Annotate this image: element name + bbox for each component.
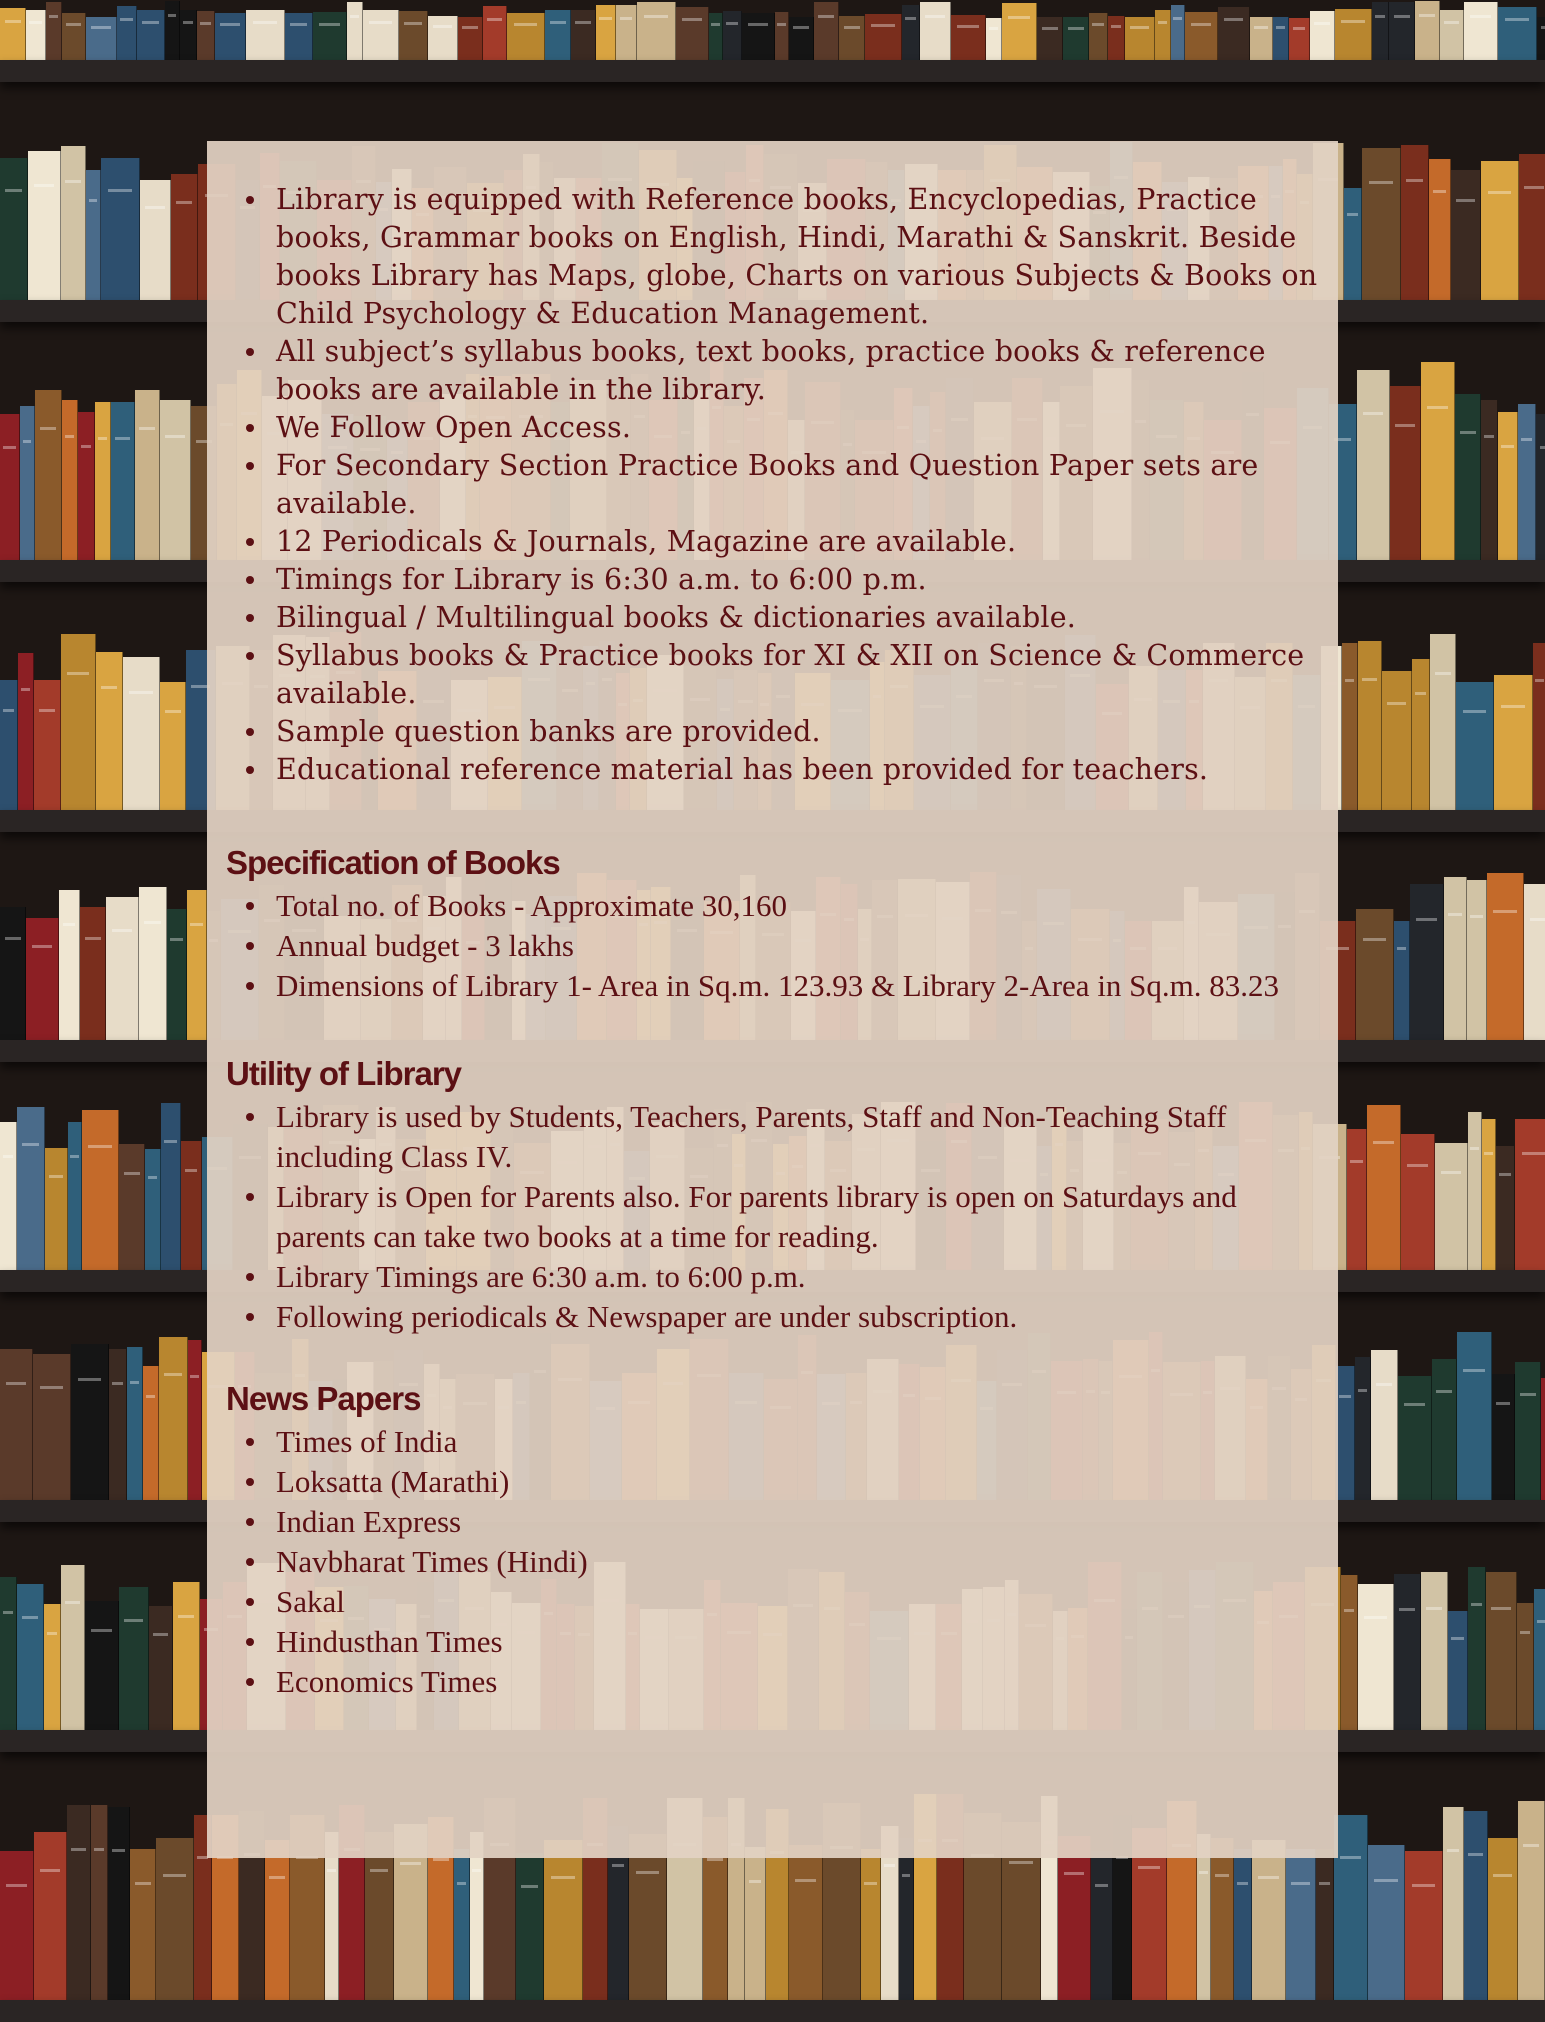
news-papers-list: [226, 1422, 1328, 1702]
book-spine: [1356, 909, 1394, 1040]
book-spine: [1430, 634, 1456, 810]
book-spine: [1394, 1574, 1421, 1730]
book-spine: [986, 18, 1002, 60]
news-papers-heading: News Papers: [226, 1380, 421, 1417]
book-spine: [1429, 159, 1451, 300]
book-spine: [1401, 145, 1429, 300]
book-spine: [1394, 921, 1410, 1040]
book-spine: [44, 1604, 61, 1730]
book-spine: [0, 1122, 17, 1270]
book-spine: [17, 1584, 44, 1730]
book-spine: [1358, 641, 1382, 810]
book-spine: [458, 17, 483, 60]
book-spine: [26, 918, 59, 1040]
book-spine: [1358, 1584, 1394, 1730]
book-spine: [137, 10, 165, 60]
book-spine: [71, 1344, 109, 1500]
book-row: [0, 0, 1545, 60]
book-spine: [111, 402, 135, 560]
book-spine: [399, 11, 428, 60]
list-item: Indian Express: [276, 1502, 1328, 1542]
list-item: We Follow Open Access.: [276, 409, 1328, 447]
book-spine: [1401, 1134, 1435, 1270]
book-spine: [1451, 170, 1481, 300]
book-spine: [1108, 16, 1125, 60]
book-spine: [775, 12, 789, 60]
book-spine: [0, 680, 18, 810]
list-item: Sample question banks are provided.: [276, 713, 1328, 751]
book-spine: [180, 10, 197, 60]
book-spine: [96, 652, 123, 810]
book-spine: [313, 12, 347, 60]
book-spine: [0, 1577, 17, 1730]
list-item: Hindusthan Times: [276, 1622, 1328, 1662]
list-item: All subject’s syllabus books, text books, practice books & reference books are available in the library.: [276, 333, 1328, 409]
book-spine: [596, 5, 616, 60]
book-spine: [123, 657, 160, 810]
book-spine: [1310, 11, 1335, 60]
list-item: For Secondary Section Practice Books and Question Paper sets are available.: [276, 447, 1328, 523]
book-spine: [80, 907, 106, 1040]
book-spine: [117, 6, 137, 60]
book-spine: [1390, 386, 1421, 560]
book-spine: [363, 10, 399, 60]
book-spine: [149, 1606, 173, 1730]
book-spine: [545, 10, 571, 60]
book-spine: [861, 1849, 881, 2000]
book-spine: [1234, 1849, 1252, 2000]
book-spine: [1533, 643, 1545, 810]
book-spine: [61, 1565, 85, 1730]
book-spine: [789, 1845, 823, 2000]
shelf-plank: [0, 60, 1545, 82]
book-spine: [1372, 2, 1389, 60]
book-spine: [1537, 17, 1545, 60]
book-spine: [28, 151, 61, 300]
book-spine: [26, 10, 46, 60]
book-spine: [1398, 1376, 1432, 1500]
book-spine: [173, 1582, 200, 1730]
book-spine: [1481, 161, 1519, 300]
book-spine: [156, 1838, 194, 2000]
list-item: Dimensions of Library 1- Area in Sq.m. 123.93 & Library 2-Area in Sq.m. 83.23: [276, 966, 1328, 1006]
book-spine: [1457, 1332, 1492, 1500]
book-spine: [61, 634, 96, 810]
book-spine: [18, 653, 34, 810]
book-spine: [119, 1144, 145, 1270]
book-spine: [1464, 1811, 1488, 2000]
book-spine: [1367, 1105, 1401, 1270]
book-spine: [34, 680, 61, 810]
list-item: Timings for Library is 6:30 a.m. to 6:00 p.m.: [276, 561, 1328, 599]
book-spine: [159, 1337, 188, 1500]
book-spine: [1519, 154, 1545, 300]
book-spine: [188, 1340, 202, 1500]
book-spine: [95, 402, 111, 560]
book-spine: [1456, 682, 1494, 810]
book-spine: [637, 2, 676, 60]
book-spine: [1468, 1567, 1486, 1730]
book-spine: [171, 174, 198, 300]
book-spine: [1435, 1143, 1468, 1271]
book-spine: [629, 1834, 667, 2000]
book-spine: [1218, 7, 1250, 60]
book-spine: [82, 1110, 119, 1270]
book-spine: [1155, 10, 1171, 60]
book-spine: [1357, 370, 1390, 560]
book-spine: [1341, 1575, 1358, 1730]
list-item: 12 Periodicals & Journals, Magazine are available.: [276, 523, 1328, 561]
list-item: Annual budget - 3 lakhs: [276, 926, 1328, 966]
book-spine: [1524, 884, 1545, 1040]
book-spine: [789, 17, 814, 60]
book-spine: [101, 158, 140, 300]
book-spine: [1518, 404, 1536, 560]
book-spine: [454, 1849, 470, 2000]
book-spine: [347, 2, 363, 60]
book-spine: [1368, 1845, 1405, 2000]
book-spine: [571, 10, 596, 60]
book-spine: [45, 1148, 68, 1270]
list-item: Sakal: [276, 1582, 1328, 1622]
book-spine: [1492, 1374, 1515, 1500]
book-spine: [1089, 13, 1108, 60]
book-spine: [106, 897, 139, 1040]
book-spine: [1250, 17, 1273, 60]
book-spine: [127, 1347, 143, 1500]
book-spine: [35, 390, 62, 560]
book-spine: [0, 8, 26, 60]
book-spine: [265, 1840, 290, 2000]
book-spine: [745, 1847, 766, 2000]
book-spine: [676, 7, 709, 60]
list-item: Library is equipped with Reference books, Encyclopedias, Practice books, Grammar books on English, Hindi, Marathi & Sanskrit. Beside books Library has Maps, globe, Charts on various Subjects & Books on Child Psychology & Education Management.: [276, 181, 1328, 333]
book-spine: [1091, 1851, 1113, 2000]
list-item: Loksatta (Marathi): [276, 1462, 1328, 1502]
book-spine: [0, 1349, 33, 1500]
book-spine: [1334, 1815, 1368, 2000]
book-spine: [17, 1107, 45, 1270]
book-spine: [0, 158, 28, 300]
book-spine: [1342, 643, 1358, 810]
book-spine: [1371, 1350, 1398, 1500]
book-spine: [839, 16, 865, 60]
book-spine: [62, 400, 78, 560]
book-spine: [0, 414, 20, 560]
book-spine: [1211, 1838, 1234, 2000]
book-spine: [108, 1807, 130, 2000]
book-spine: [86, 17, 117, 60]
book-spine: [1252, 1840, 1286, 2000]
book-spine: [1355, 1357, 1371, 1500]
book-spine: [1517, 1603, 1534, 1731]
list-item: Economics Times: [276, 1662, 1328, 1702]
book-spine: [1541, 1378, 1545, 1500]
specification-heading: Specification of Books: [226, 844, 560, 881]
book-spine: [33, 1354, 71, 1500]
book-spine: [951, 15, 986, 60]
list-item: Library is used by Students, Teachers, Parents, Staff and Non-Teaching Staff including Class IV.: [276, 1097, 1328, 1177]
book-spine: [1488, 1838, 1518, 2000]
book-spine: [1443, 1807, 1464, 2000]
book-spine: [814, 2, 839, 60]
book-spine: [1518, 1801, 1545, 2001]
list-item: Bilingual / Multilingual books & dictionaries available.: [276, 599, 1328, 637]
book-spine: [1464, 2, 1498, 60]
book-spine: [187, 890, 207, 1040]
book-spine: [143, 1366, 159, 1500]
book-spine: [1273, 17, 1289, 60]
book-spine: [1335, 9, 1372, 60]
specification-list: [226, 886, 1328, 1006]
book-spine: [34, 1832, 67, 2000]
book-spine: [516, 1853, 544, 2000]
book-spine: [1286, 1849, 1316, 2000]
book-spine: [1289, 18, 1310, 60]
book-spine: [1536, 414, 1545, 560]
book-spine: [709, 13, 723, 60]
book-spine: [140, 180, 171, 300]
list-item: Library is Open for Parents also. For parents library is open on Saturdays and parents can take two books at a time for reading.: [276, 1177, 1328, 1257]
book-spine: [1058, 1836, 1091, 2000]
book-spine: [1344, 188, 1362, 300]
list-item: Following periodicals & Newspaper are under subscription.: [276, 1297, 1328, 1337]
book-spine: [1389, 2, 1415, 60]
utility-list: [226, 1097, 1328, 1337]
book-spine: [1515, 1119, 1545, 1270]
book-spine: [0, 907, 26, 1040]
book-spine: [1197, 1834, 1211, 2000]
book-spine: [46, 2, 62, 60]
book-spine: [160, 682, 186, 810]
book-spine: [1481, 400, 1498, 560]
book-spine: [167, 909, 187, 1040]
book-spine: [85, 1601, 119, 1730]
utility-heading: Utility of Library: [226, 1055, 462, 1092]
book-spine: [139, 887, 167, 1040]
book-spine: [285, 13, 313, 60]
book-spine: [160, 400, 191, 560]
book-spine: [616, 5, 637, 60]
book-spine: [68, 1122, 82, 1270]
book-spine: [61, 146, 86, 300]
book-spine: [1412, 659, 1430, 810]
book-spine: [1421, 362, 1455, 560]
list-item: Library Timings are 6:30 a.m. to 6:00 p.m.: [276, 1257, 1328, 1297]
book-spine: [109, 1349, 127, 1500]
book-spine: [1382, 671, 1412, 810]
book-spine: [1347, 1129, 1367, 1270]
book-spine: [1534, 1589, 1545, 1730]
book-spine: [181, 1141, 202, 1270]
list-item: Syllabus books & Practice books for XI & XII on Science & Commerce available.: [276, 637, 1328, 713]
book-spine: [67, 1805, 91, 2000]
shelf-plank: [0, 2000, 1545, 2022]
book-spine: [1125, 17, 1155, 60]
book-spine: [215, 13, 246, 60]
book-spine: [1336, 1366, 1355, 1500]
book-spine: [1498, 7, 1537, 60]
library-features-list: [226, 181, 1328, 789]
book-spine: [483, 6, 507, 60]
book-spine: [1063, 17, 1089, 60]
book-spine: [1405, 1851, 1443, 2000]
book-spine: [742, 13, 775, 60]
list-item: Educational reference material has been provided for teachers.: [276, 751, 1328, 789]
book-spine: [1455, 394, 1481, 560]
book-spine: [865, 14, 902, 60]
book-spine: [1448, 1611, 1468, 1730]
book-spine: [1486, 1572, 1517, 1730]
book-spine: [1002, 3, 1037, 60]
book-spine: [165, 1, 180, 60]
book-spine: [723, 11, 742, 60]
book-spine: [1494, 675, 1533, 810]
book-spine: [91, 1805, 108, 2000]
book-spine: [1415, 1, 1440, 60]
book-spine: [1482, 1119, 1496, 1270]
content-panel: [207, 141, 1338, 1858]
book-spine: [899, 1838, 914, 2000]
book-spine: [1440, 10, 1464, 60]
book-spine: [544, 1840, 583, 2000]
book-spine: [1467, 880, 1487, 1040]
book-spine: [20, 406, 35, 560]
list-item: Total no. of Books - Approximate 30,160: [276, 886, 1328, 926]
book-spine: [1037, 17, 1063, 60]
book-spine: [1421, 1572, 1448, 1730]
book-spine: [59, 890, 80, 1040]
book-spine: [902, 5, 920, 60]
book-spine: [1444, 877, 1467, 1040]
book-spine: [135, 390, 160, 560]
book-spine: [1410, 884, 1444, 1040]
list-item: Times of India: [276, 1422, 1328, 1462]
book-spine: [62, 13, 86, 60]
book-spine: [119, 1587, 149, 1730]
book-spine: [161, 1103, 181, 1270]
book-spine: [1515, 1362, 1541, 1500]
book-spine: [78, 412, 95, 560]
book-spine: [1362, 148, 1401, 300]
book-spine: [920, 2, 951, 60]
list-item: Navbharat Times (Hindi): [276, 1542, 1328, 1582]
book-spine: [1487, 873, 1524, 1040]
book-spine: [130, 1849, 156, 2000]
book-spine: [0, 1851, 34, 2000]
book-spine: [507, 13, 545, 60]
book-spine: [428, 16, 458, 60]
book-spine: [1185, 12, 1218, 60]
book-spine: [197, 11, 215, 60]
book-spine: [1496, 1146, 1515, 1270]
book-spine: [86, 170, 101, 300]
book-spine: [1432, 1359, 1457, 1500]
book-spine: [246, 10, 285, 60]
book-spine: [1468, 1112, 1482, 1270]
book-spine: [145, 1149, 161, 1270]
book-spine: [1498, 412, 1518, 560]
book-spine: [1316, 1849, 1334, 2000]
book-spine: [1171, 5, 1185, 60]
